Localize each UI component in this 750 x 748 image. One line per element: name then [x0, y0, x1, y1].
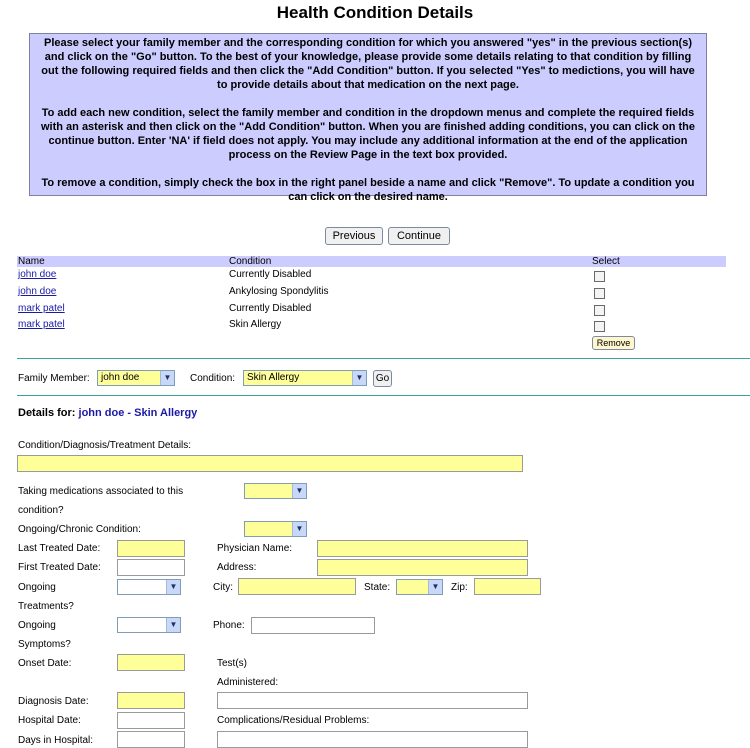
complications-label: Complications/Residual Problems:	[217, 715, 370, 726]
first-treated-label: First Treated Date:	[18, 562, 101, 573]
ongoing-treatments-select[interactable]	[117, 579, 181, 595]
days-in-hospital-input[interactable]	[117, 731, 185, 748]
condition-label: Condition:	[190, 373, 236, 384]
condition-row-condition: Skin Allergy	[229, 319, 282, 330]
chevron-down-icon: ▼	[428, 580, 442, 594]
ongoing-symptoms-select[interactable]	[117, 617, 181, 633]
condition-select[interactable]	[243, 370, 367, 386]
go-button[interactable]: Go	[373, 370, 392, 387]
divider	[17, 395, 750, 396]
condition-details-input[interactable]	[17, 455, 523, 472]
hospital-date-input[interactable]	[117, 712, 185, 729]
condition-row-name-link[interactable]: mark patel	[18, 319, 65, 330]
days-in-hospital-label: Days in Hospital:	[18, 735, 94, 746]
column-header-select: Select	[592, 256, 620, 267]
condition-row-condition: Currently Disabled	[229, 269, 312, 280]
onset-date-input[interactable]	[117, 654, 185, 671]
details-prefix: Details for:	[18, 407, 76, 419]
chevron-down-icon: ▼	[160, 371, 174, 385]
ongoing-chronic-select[interactable]	[244, 521, 307, 537]
taking-medications-label: Taking medications associated to this	[18, 486, 184, 497]
condition-row-checkbox[interactable]	[594, 271, 605, 282]
last-treated-label: Last Treated Date:	[18, 543, 101, 554]
onset-date-label: Onset Date:	[18, 658, 72, 669]
hospital-date-label: Hospital Date:	[18, 715, 81, 726]
condition-row-name-link[interactable]: john doe	[18, 269, 57, 280]
instructions-paragraph: Please select your family member and the corresponding condition for which you answered "yes" in the previous section(s) and click on the "Go" button. To the best of your knowledge, please provide some details relating to that condition by filling out the following required fields and then click the "Add Condition" button. If you selected "Yes" to medictions, you will have to provide details about that medication on the next page.	[41, 37, 695, 91]
complications-input[interactable]	[217, 731, 528, 748]
continue-button[interactable]: Continue	[388, 227, 450, 245]
instructions-panel	[29, 33, 707, 203]
condition-row-condition: Ankylosing Spondylitis	[229, 286, 329, 297]
ongoing-treatments-label-cont: Treatments?	[18, 601, 74, 612]
remove-button[interactable]: Remove	[592, 336, 635, 350]
page-title: Health Condition Details	[276, 3, 474, 22]
condition-row-name-link[interactable]: mark patel	[18, 303, 65, 314]
ongoing-chronic-label: Ongoing/Chronic Condition:	[18, 524, 141, 535]
city-label: City:	[213, 582, 233, 593]
chevron-down-icon: ▼	[292, 484, 306, 498]
phone-input[interactable]	[251, 617, 375, 634]
condition-value: Skin Allergy	[247, 372, 300, 383]
chevron-down-icon: ▼	[292, 522, 306, 536]
family-member-select[interactable]	[97, 370, 175, 386]
city-input[interactable]	[238, 578, 356, 595]
ongoing-symptoms-label: Ongoing	[18, 620, 56, 631]
diagnosis-date-input[interactable]	[117, 692, 185, 709]
condition-row-checkbox[interactable]	[594, 305, 605, 316]
previous-button[interactable]: Previous	[325, 227, 383, 245]
phone-label: Phone:	[213, 620, 245, 631]
first-treated-input[interactable]	[117, 559, 185, 576]
tests-label-cont: Administered:	[217, 677, 279, 688]
chevron-down-icon: ▼	[352, 371, 366, 385]
condition-details-label: Condition/Diagnosis/Treatment Details:	[18, 440, 192, 451]
condition-row-checkbox[interactable]	[594, 288, 605, 299]
condition-row-condition: Currently Disabled	[229, 303, 312, 314]
physician-label: Physician Name:	[217, 543, 293, 554]
zip-label: Zip:	[451, 582, 468, 593]
state-label: State:	[364, 582, 391, 593]
column-header-condition: Condition	[229, 256, 272, 267]
address-input[interactable]	[317, 559, 528, 576]
chevron-down-icon: ▼	[166, 580, 180, 594]
divider	[17, 358, 750, 359]
chevron-down-icon: ▼	[166, 618, 180, 632]
zip-input[interactable]	[474, 578, 541, 595]
address-label: Address:	[217, 562, 257, 573]
family-member-value: john doe	[101, 372, 140, 383]
taking-medications-select[interactable]	[244, 483, 307, 499]
tests-input[interactable]	[217, 692, 528, 709]
family-member-label: Family Member:	[18, 373, 90, 384]
tests-label: Test(s)	[217, 658, 247, 669]
column-header-name: Name	[18, 256, 45, 267]
condition-row-name-link[interactable]: john doe	[18, 286, 57, 297]
taking-medications-label-cont: condition?	[18, 505, 64, 516]
state-select[interactable]	[396, 579, 443, 595]
details-header	[18, 407, 197, 419]
last-treated-input[interactable]	[117, 540, 185, 557]
instructions-paragraph: To add each new condition, select the family member and condition in the dropdown menus and complete the required fields with an asterisk and then click on the "Add Condition" button. When you are finished adding conditions, you can click on the continue button. Enter 'NA' if field does not apply. You may include any additional information at the end of the application process on the Review Page in the text box provided.	[41, 107, 695, 161]
condition-row-checkbox[interactable]	[594, 321, 605, 332]
ongoing-treatments-label: Ongoing	[18, 582, 56, 593]
physician-input[interactable]	[317, 540, 528, 557]
diagnosis-date-label: Diagnosis Date:	[18, 696, 89, 707]
details-subject: john doe - Skin Allergy	[78, 407, 198, 419]
instructions-paragraph: To remove a condition, simply check the box in the right panel beside a name and click "Remove". To update a condition you can click on the desired name.	[41, 177, 695, 203]
ongoing-symptoms-label-cont: Symptoms?	[18, 639, 71, 650]
